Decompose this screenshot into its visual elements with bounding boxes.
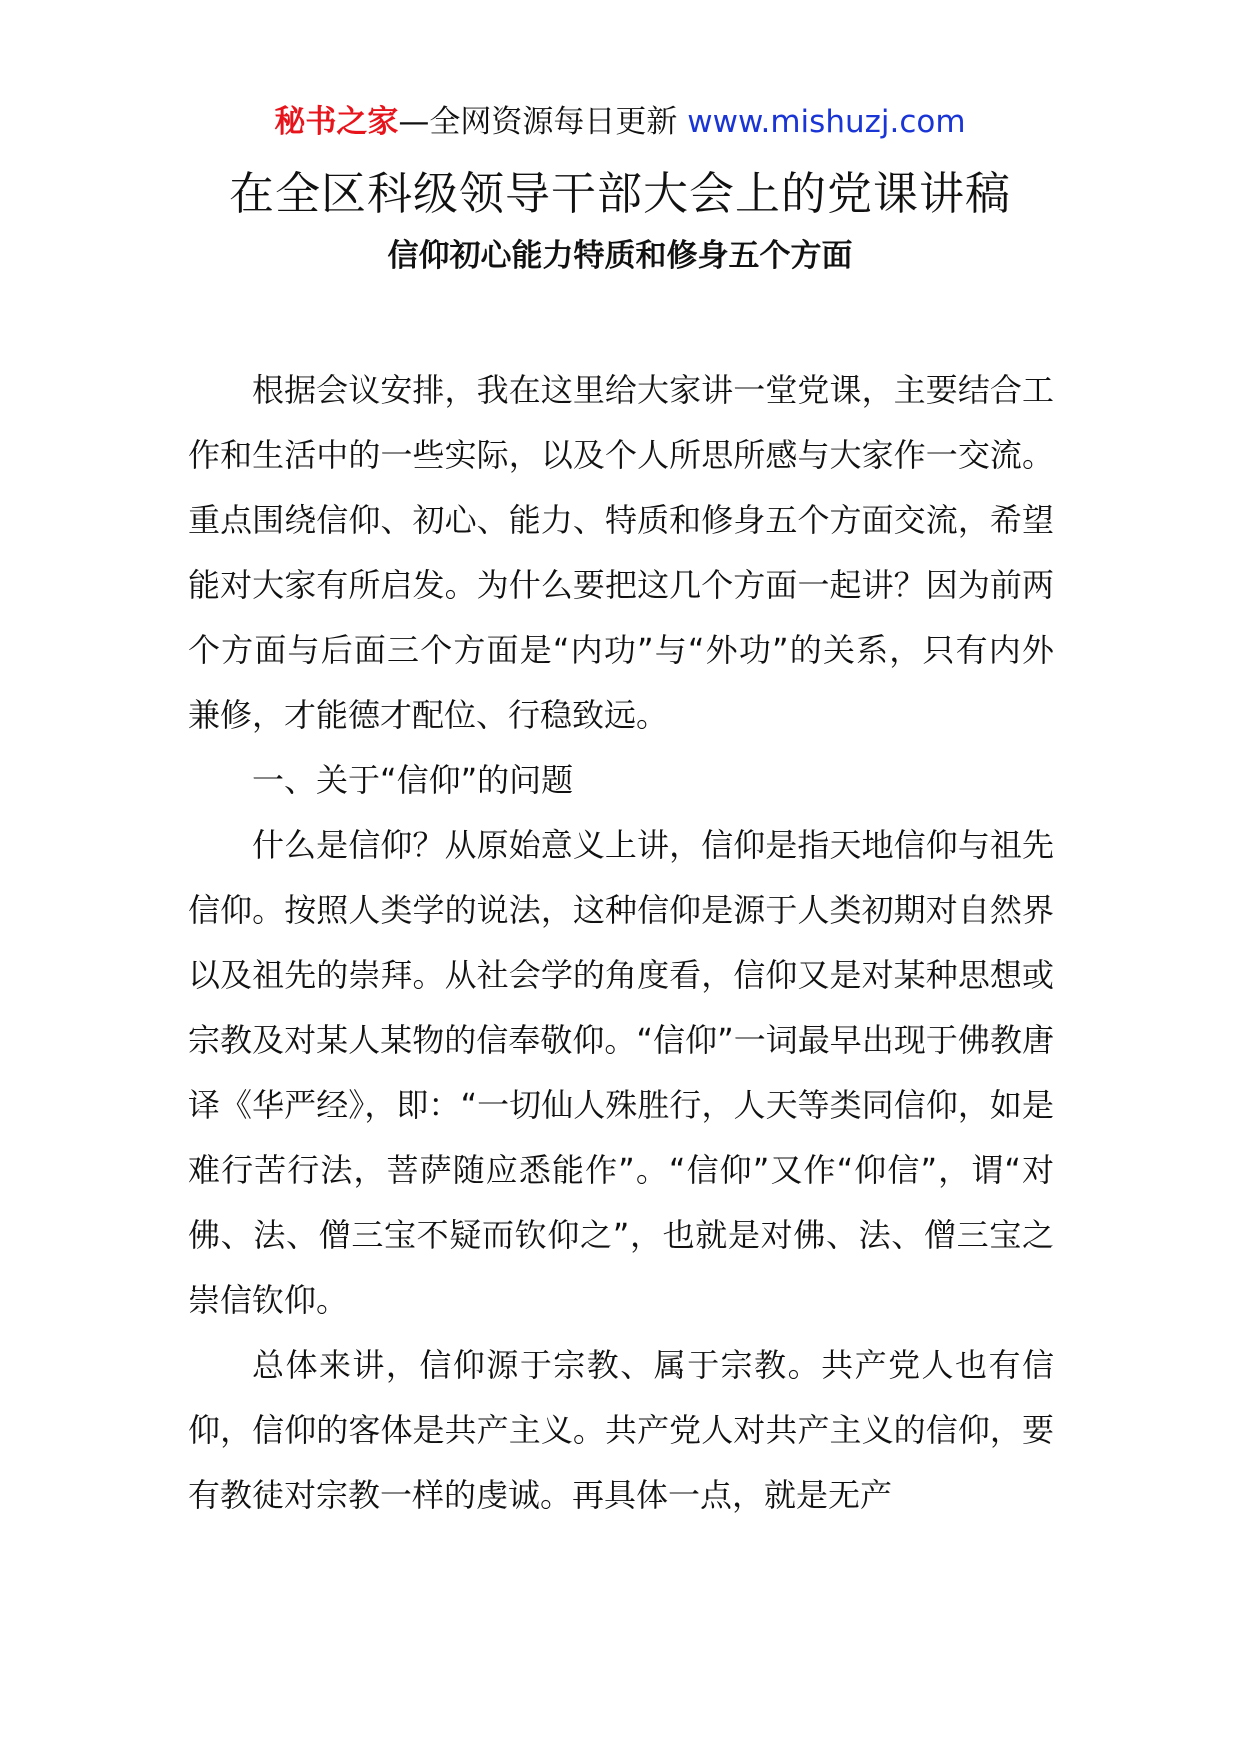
site-header <box>0 100 1240 144</box>
header-tagline: —全网资源每日更新 <box>398 104 678 140</box>
brand-name: 秘书之家 <box>274 104 399 140</box>
document-body <box>188 358 1054 1528</box>
paragraph-intro: 根据会议安排，我在这里给大家讲一堂党课，主要结合工作和生活中的一些实际，以及个人所思所感与大家作一交流。重点围绕信仰、初心、能力、特质和修身五个方面交流，希望能对大家有所启发。为什么要把这几个方面一起讲？因为前两个方面与后面三个方面是“内功”与“外功”的关系，只有内外兼修，才能德才配位、行稳致远。 <box>188 371 1054 734</box>
document-subtitle: 信仰初心能力特质和修身五个方面 <box>387 238 853 274</box>
document-title: 在全区科级领导干部大会上的党课讲稿 <box>228 167 1011 220</box>
paragraph-faith-definition: 什么是信仰？从原始意义上讲，信仰是指天地信仰与祖先信仰。按照人类学的说法，这种信仰是源于人类初期对自然界以及祖先的崇拜。从社会学的角度看，信仰又是对某种思想或宗教及对某人某物的信奉敬仰。“信仰”一词最早出现于佛教唐译《华严经》，即：“一切仙人殊胜行，人天等类同信仰，如是难行苦行法，菩萨随应悉能作”。“信仰”又作“仰信”，谓“对佛、法、僧三宝不疑而钦仰之”，也就是对佛、法、僧三宝之崇信钦仰。 <box>188 826 1054 1319</box>
paragraph-faith-summary: 总体来讲，信仰源于宗教、属于宗教。共产党人也有信仰，信仰的客体是共产主义。共产党人对共产主义的信仰，要有教徒对宗教一样的虔诚。再具体一点，就是无产 <box>188 1346 1054 1514</box>
site-url-link[interactable]: www.mishuzj.com <box>687 104 966 140</box>
section-heading-faith: 一、关于“信仰”的问题 <box>252 761 574 799</box>
